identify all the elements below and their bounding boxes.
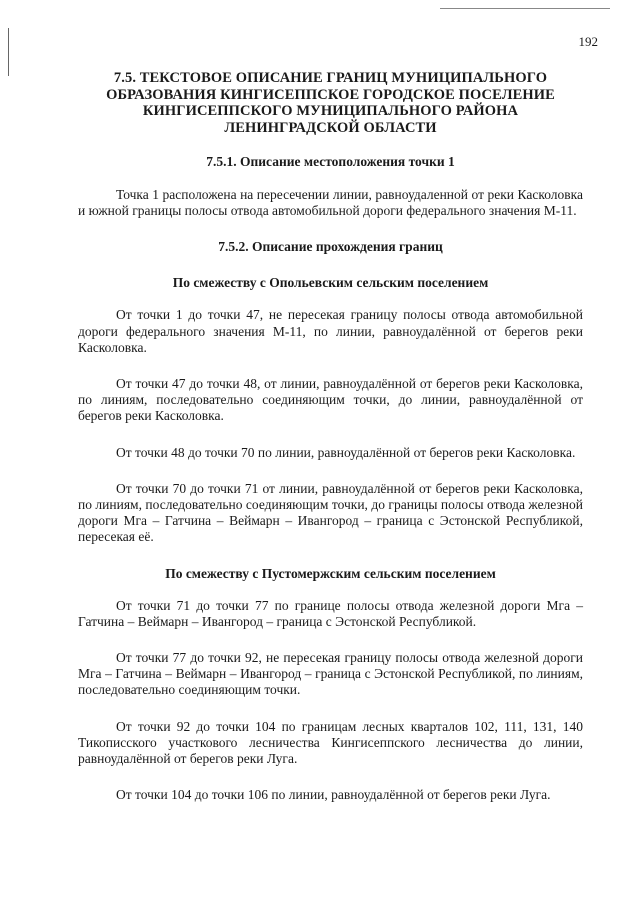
scan-artifact-top [440,8,610,9]
section-2-heading: 7.5.2. Описание прохождения границ [218,239,443,255]
section-1-text: Точка 1 расположена на пересечении линии, равноудаленной от реки Касколовка и южной границы полосы отвода автомобильной дороги федерального значения М-11. [78,187,583,219]
paragraph: От точки 70 до точки 71 от линии, равноудалённой от берегов реки Касколовка, по линиям, последовательно соединяющим точки, до границы полосы отвода железной дороги Мга – Гатчина – Веймарн – Ивангород – граница с Эстонской Республикой, пересекая её. [78,480,583,545]
page-number: 192 [578,34,598,49]
paragraph: От точки 77 до точки 92, не пересекая границу полосы отвода железной дороги Мга – Гатчина – Веймарн – Ивангород – граница с Эстонской Республикой, по линиям, последовательно соединяющим точки. [78,650,583,698]
paragraph: От точки 1 до точки 47, не пересекая границу полосы отвода автомобильной дороги федерального значения М-11, по линии, равноудалённой от берегов реки Касколовка. [78,307,583,355]
paragraph: От точки 92 до точки 104 по границам лесных кварталов 102, 111, 131, 140 Тикописского участкового лесничества Кингисеппского лесничества до линии, равноудалённой от берегов реки Луга. [78,718,583,767]
group-2-heading: По смежеству с Пустомержским сельским поселением [165,565,496,581]
paragraph: От точки 47 до точки 48, от линии, равноудалённой от берегов реки Касколовка, по линиям, последовательно соединяющим точки, до линии, равноудалённой от берегов реки Касколовка. [78,376,583,424]
document-title: 7.5. ТЕКСТОВОЕ ОПИСАНИЕ ГРАНИЦ МУНИЦИПАЛЬНОГО ОБРАЗОВАНИЯ КИНГИСЕППСКОЕ ГОРОДСКОЕ ПОСЕЛЕНИЕ КИНГИСЕППСКОГО МУНИЦИПАЛЬНОГО РАЙОНА ЛЕНИНГРАДСКОЙ ОБЛАСТИ [106,70,555,136]
paragraph: От точки 71 до точки 77 по границе полосы отвода железной дороги Мга – Гатчина – Веймарн – Ивангород – граница с Эстонской Республикой. [78,597,583,629]
scan-artifact-left [8,28,9,76]
paragraph: От точки 48 до точки 70 по линии, равноудалённой от берегов реки Касколовка. [116,444,576,460]
paragraph: От точки 104 до точки 106 по линии, равноудалённой от берегов реки Луга. [116,787,551,803]
group-1-heading: По смежеству с Опольевским сельским поселением [172,275,489,291]
document-body [78,70,583,803]
section-1-heading: 7.5.1. Описание местоположения точки 1 [206,154,455,169]
